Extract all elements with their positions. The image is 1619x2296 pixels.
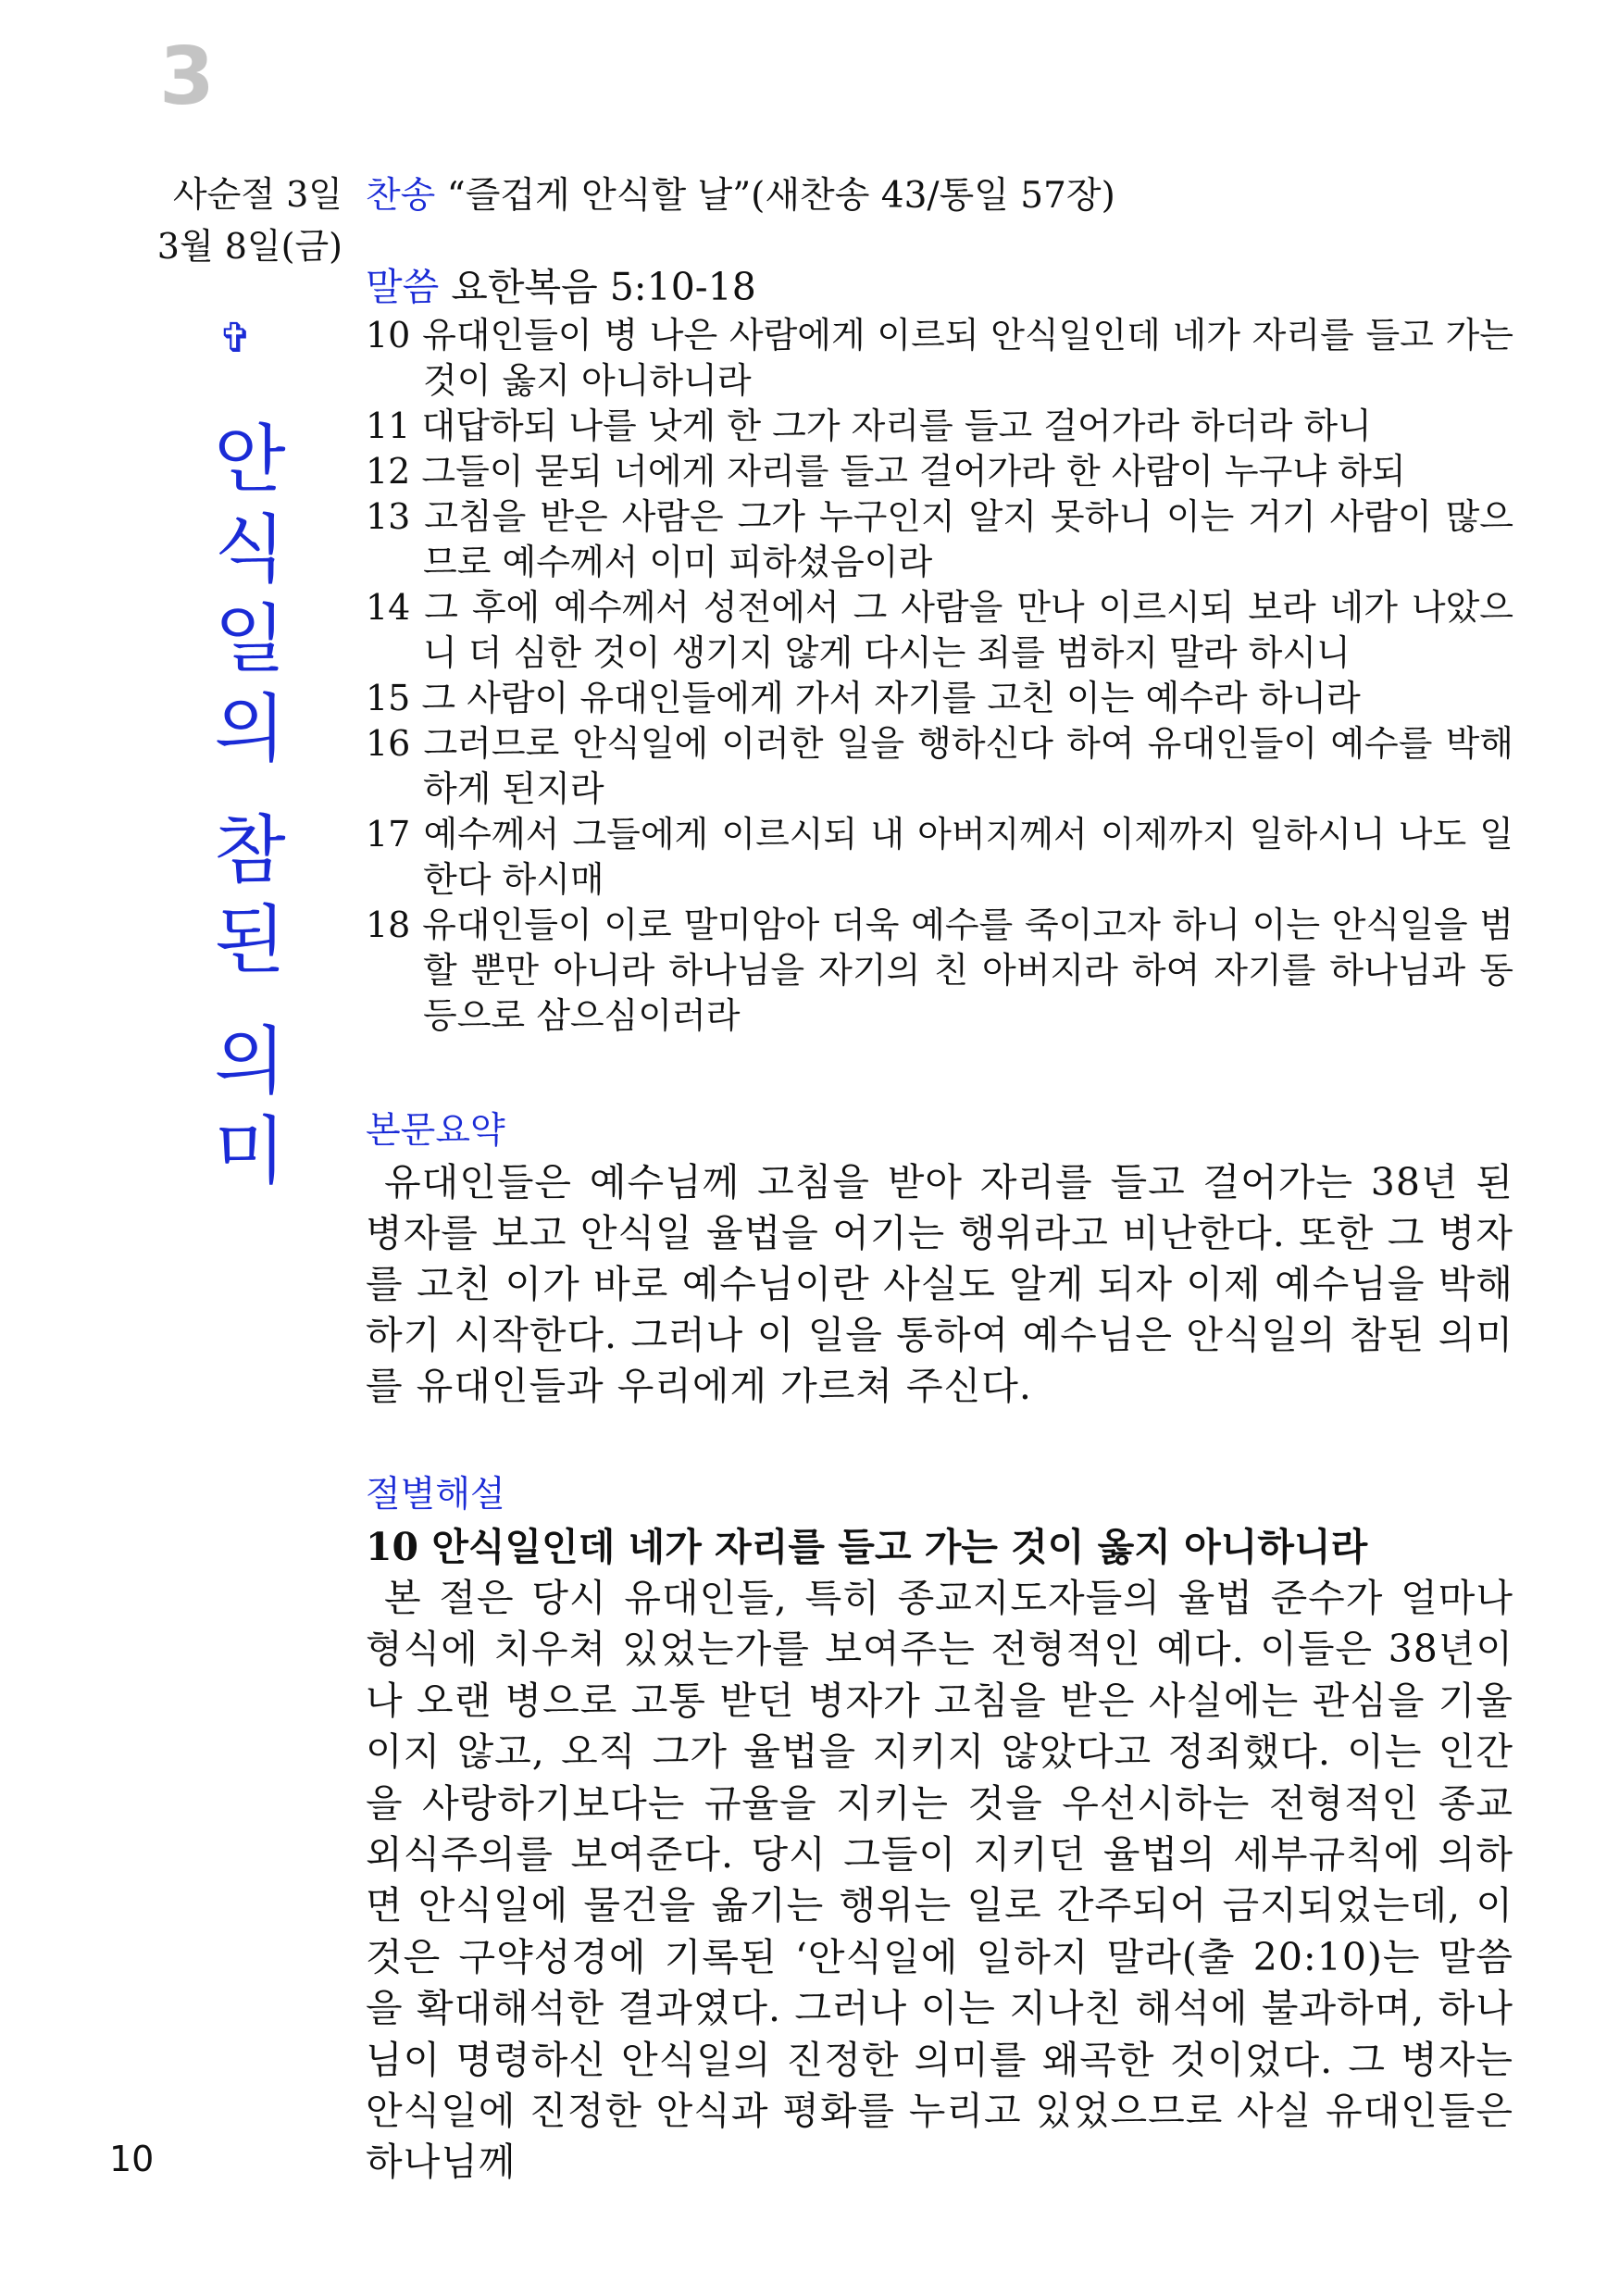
commentary-label: 절별해설 <box>366 1474 505 1516</box>
hymn-label: 찬송 <box>366 175 436 217</box>
scripture-heading <box>366 261 1513 313</box>
verse: 18 유대인들이 이로 말미암아 더욱 예수를 죽이고자 하니 이는 안식일을 범할 뿐만 아니라 하나님을 자기의 친 아버지라 하여 자기를 하나님과 동등으로 삼으심이러라 <box>366 905 1513 1036</box>
verse: 10 유대인들이 병 나은 사람에게 이르되 안식일인데 네가 자리를 들고 가는 것이 옳지 아니하니라 <box>366 315 1513 401</box>
verse: 17 예수께서 그들에게 이르시되 내 아버지께서 이제까지 일하시니 나도 일한다 하시매 <box>366 814 1513 900</box>
title-char: 식 <box>214 506 286 593</box>
summary-label: 본문요약 <box>366 1110 505 1152</box>
cross-icon: ✞ <box>218 315 253 362</box>
verse-list <box>366 313 1513 1039</box>
scripture-label: 말씀 <box>366 265 440 309</box>
scripture-reference: 요한복음 5:10-18 <box>451 265 756 309</box>
day-label: 사순절 3일 <box>172 174 342 215</box>
title-char: 의 <box>214 1018 286 1104</box>
verse: 11 대답하되 나를 낫게 한 그가 자리를 들고 걸어가라 하더라 하니 <box>366 406 1372 446</box>
verse: 13 고침을 받은 사람은 그가 누구인지 알지 못하니 이는 거기 사람이 많으므로 예수께서 이미 피하셨음이라 <box>366 496 1513 582</box>
title-char: 일 <box>214 596 286 682</box>
title-char: 미 <box>214 1108 286 1194</box>
week-number: 3 <box>159 31 215 123</box>
commentary-text: 본 절은 당시 유대인들, 특히 종교지도자들의 율법 준수가 얼마나 형식에 치우쳐 있었는가를 보여주는 전형적인 예다. 이들은 38년이나 오랜 병으로 고통 받던 병자가 고침을 받은 사실에는 관심을 기울이지 않고, 오직 그가 율법을 지키지 않았다고 정죄했다. 이는 인간을 사랑하기보다는 규율을 지키는 것을 우선시하는 전형적인 종교 외식주의를 보여준다. 당시 그들이 지키던 율법의 세부규칙에 의하면 안식일에 물건을 옮기는 행위는 일로 간주되어 금지되었는데, 이것은 구약성경에 기록된 ‘안식일에 일하지 말라(출 20:10)는 말씀을 확대해석한 결과였다. 그러나 이는 지나친 해석에 불과하며, 하나님이 명령하신 안식일의 진정한 의미를 왜곡한 것이었다. 그 병자는 안식일에 진정한 안식과 평화를 누리고 있었으므로 사실 유대인들은 하나님께 <box>366 1576 1513 2185</box>
main-content <box>366 170 1513 2189</box>
verse: 16 그러므로 안식일에 이러한 일을 행하신다 하여 유대인들이 예수를 박해하게 된지라 <box>366 723 1513 809</box>
verse: 12 그들이 묻되 너에게 자리를 들고 걸어가라 한 사람이 누구냐 하되 <box>366 451 1406 492</box>
hymn-line <box>366 170 1513 261</box>
date-block <box>111 168 342 272</box>
verse: 14 그 후에 예수께서 성전에서 그 사람을 만나 이르시되 보라 네가 나았으니 더 심한 것이 생기지 않게 다시는 죄를 범하지 말라 하시니 <box>366 587 1513 673</box>
title-char: 참 <box>214 807 286 893</box>
date-label: 3월 8일(금) <box>156 226 342 267</box>
page-number: 10 <box>109 2139 155 2179</box>
vertical-title <box>185 415 315 1196</box>
hymn-title: “즐겁게 안식할 날”(새찬송 43/통일 57장) <box>446 175 1115 217</box>
summary-text: 유대인들은 예수님께 고침을 받아 자리를 들고 걸어가는 38년 된 병자를 보고 안식일 율법을 어기는 행위라고 비난한다. 또한 그 병자를 고친 이가 바로 예수님이란 사실도 알게 되자 이제 예수님을 박해하기 시작한다. 그러나 이 일을 통하여 예수님은 안식일의 참된 의미를 유대인들과 우리에게 가르쳐 주신다. <box>366 1160 1513 1408</box>
title-char: 된 <box>214 897 286 983</box>
title-char: 의 <box>214 686 286 772</box>
verse: 15 그 사람이 유대인들에게 가서 자기를 고친 이는 예수라 하니라 <box>366 678 1361 718</box>
commentary-heading: 10 안식일인데 네가 자리를 들고 가는 것이 옳지 아니하니라 <box>366 1525 1368 1569</box>
title-char: 안 <box>214 417 286 503</box>
